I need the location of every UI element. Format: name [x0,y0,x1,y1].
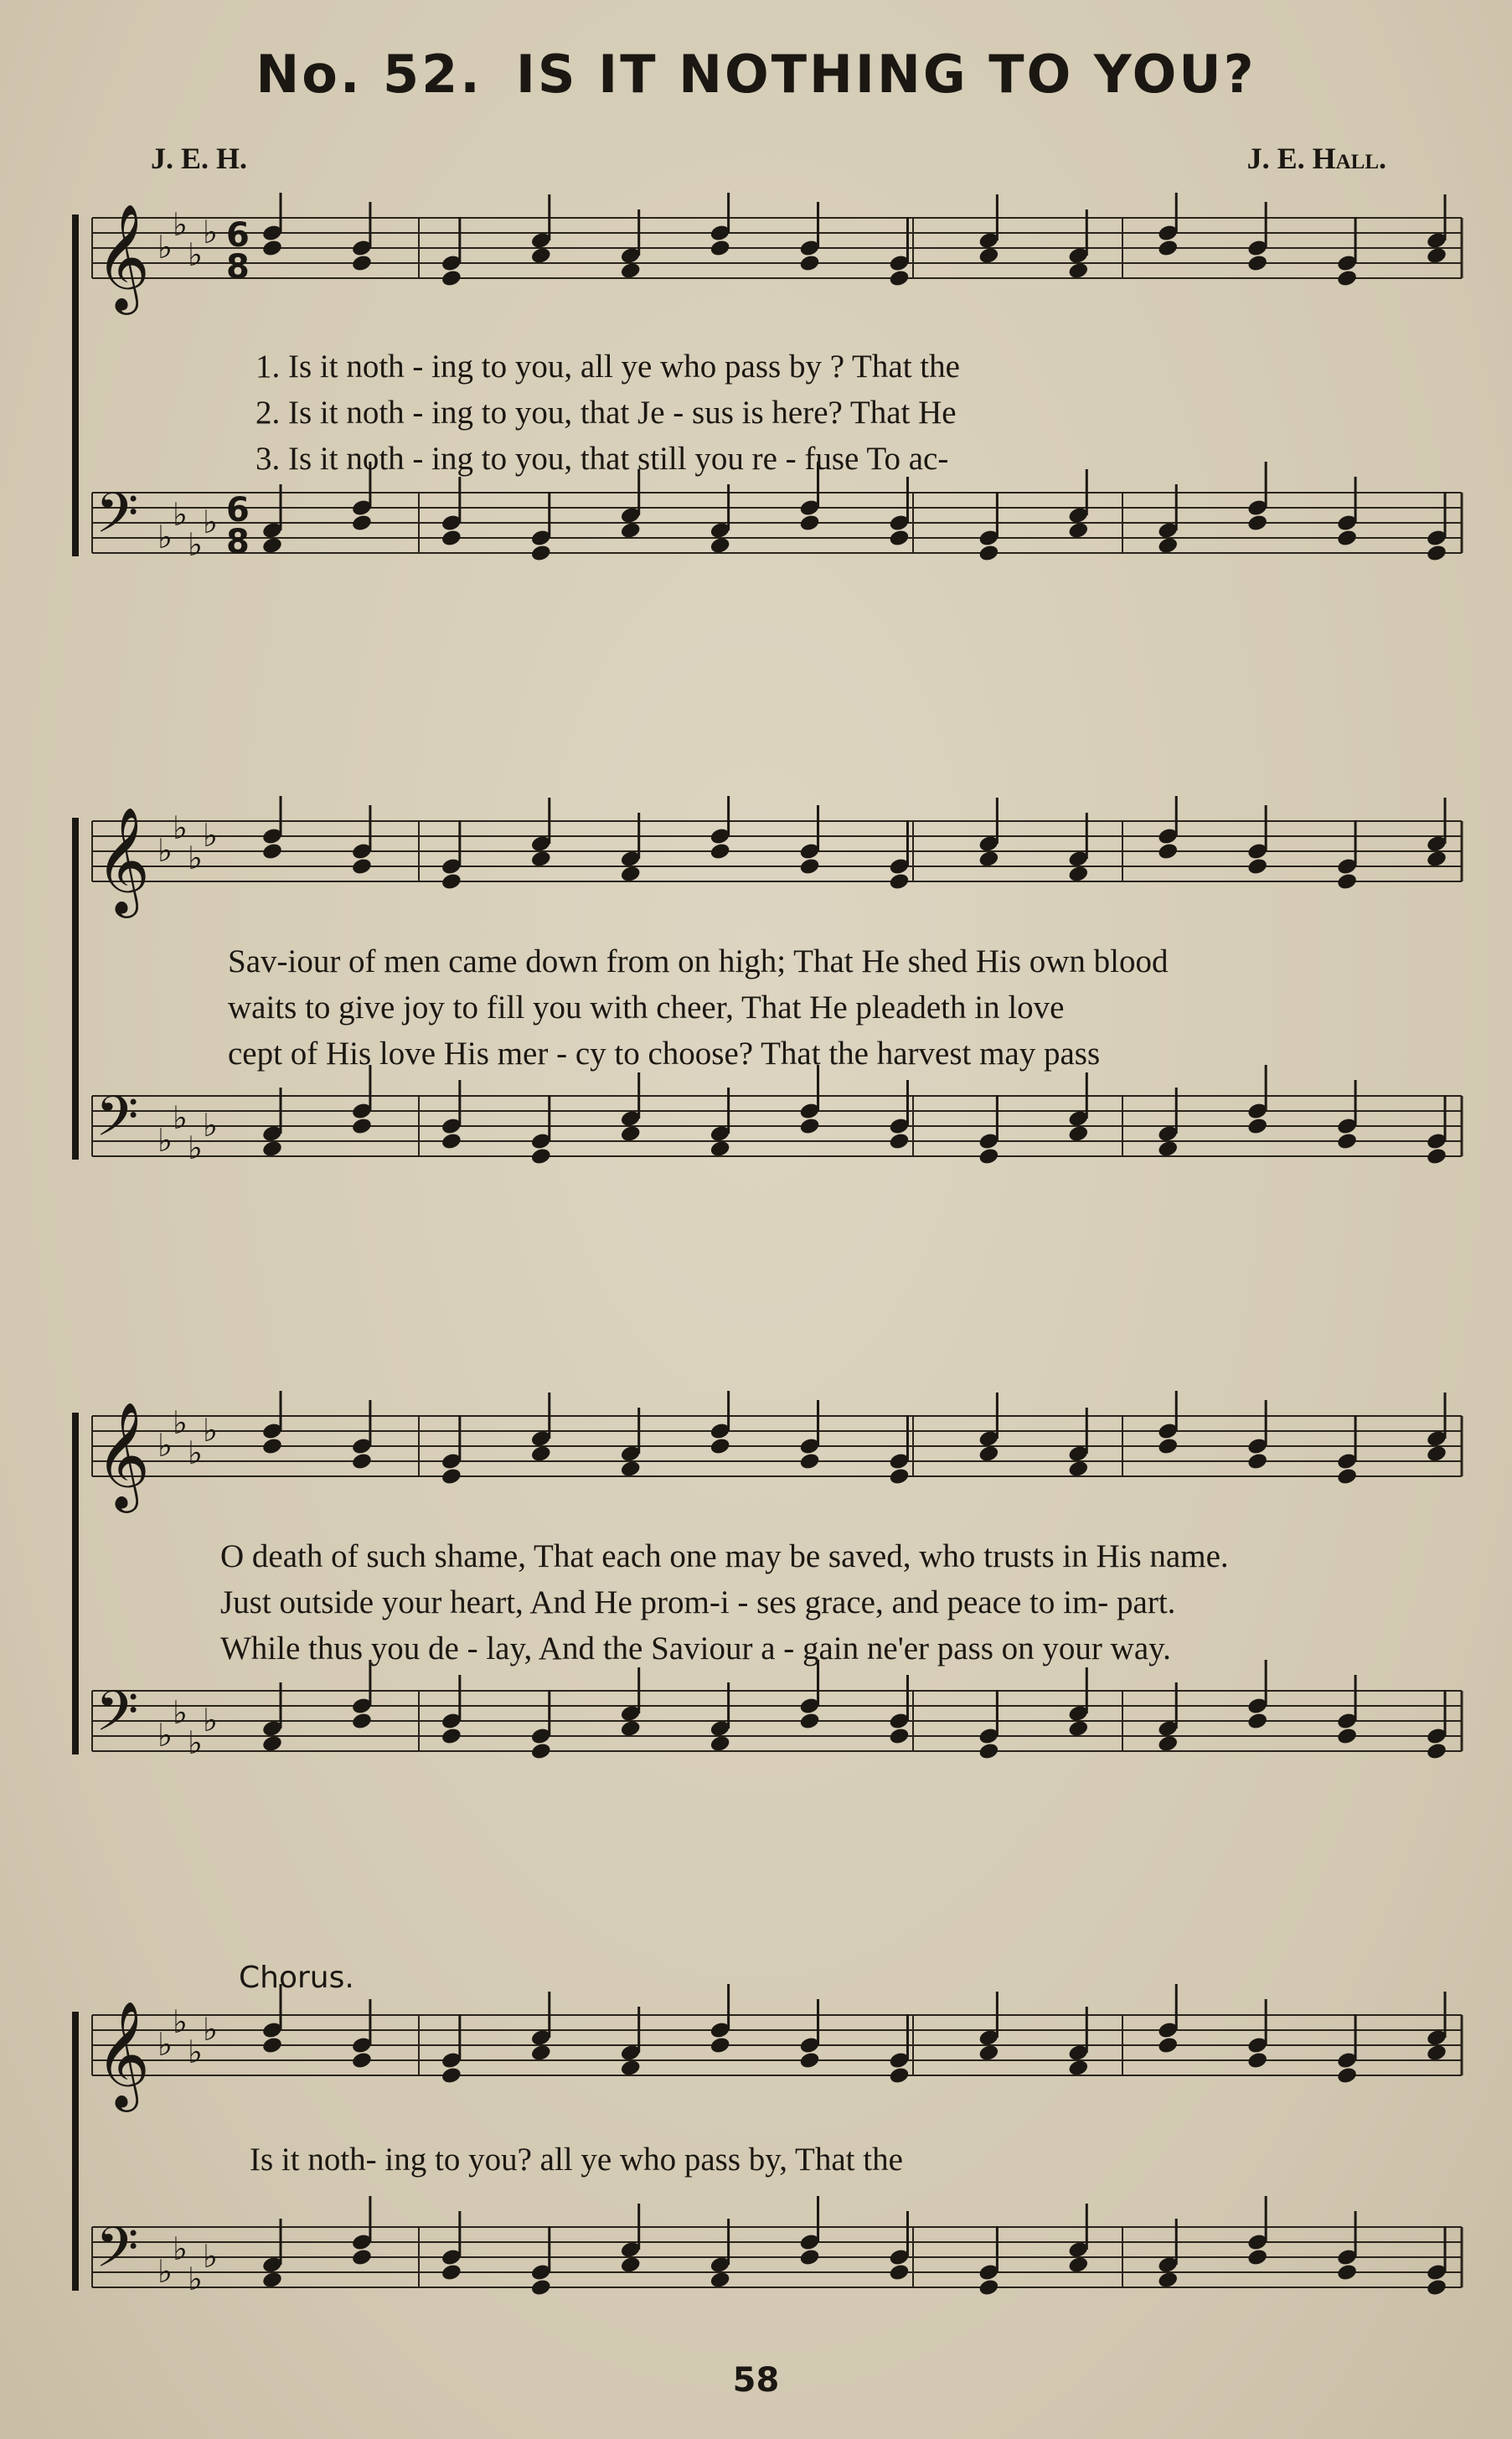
flat-key-signature: ♭ [173,2230,188,2267]
system-brace [72,214,79,556]
note-head [261,1139,283,1159]
note-head [1336,2066,1358,2085]
note-head [710,1139,731,1159]
note-head [1067,2059,1089,2078]
note-head [1157,2036,1179,2055]
composer-credit: J. E. Hall. [1246,142,1386,175]
bass-clef: 𝄢 [95,481,139,559]
note-head [1246,2248,1268,2267]
note-head [261,1437,283,1456]
flat-key-signature: ♭ [157,1717,173,1754]
page-number: 58 [732,2361,780,2400]
time-signature-top: 6 [226,216,250,255]
verse-lyrics-2 [228,943,1512,1081]
note-head [441,1467,462,1486]
flat-key-signature: ♭ [173,2003,188,2040]
note-head [710,842,731,861]
system-brace [72,2012,79,2291]
note-head [620,865,642,884]
note-head [888,2263,910,2282]
note-head [351,2248,373,2267]
note-head [1426,1147,1447,1166]
flat-key-signature: ♭ [157,2026,173,2063]
flat-key-signature: ♭ [173,496,188,533]
note-head [620,1719,642,1739]
note-head [978,2278,999,2297]
note-head [1426,850,1447,869]
note-head [798,514,820,533]
note-head [798,1452,820,1471]
flat-key-signature: ♭ [203,1107,218,1144]
flat-key-signature: ♭ [157,1122,173,1159]
verse-2-line: Just outside your heart, And He prom-i - ses grace, and peace to im- part. [220,1584,1176,1620]
note-head [798,2248,820,2267]
flat-key-signature: ♭ [188,840,203,876]
note-head [1157,536,1179,555]
flat-key-signature: ♭ [157,519,173,555]
note-head [620,2256,642,2275]
note-head [710,536,731,555]
flat-key-signature: ♭ [203,817,218,854]
note-head [1336,529,1358,548]
note-head [530,850,552,869]
note-head [1157,1734,1179,1754]
note-head [441,1727,462,1746]
flat-key-signature: ♭ [188,2261,203,2297]
note-head [620,1124,642,1144]
music-system-chorus [0,1961,1512,2329]
verse-1-line: Sav-iour of men came down from on high; That He shed His own blood [228,943,1169,979]
note-head [1246,1117,1268,1136]
note-head [1067,1719,1089,1739]
note-head [530,246,552,266]
treble-clef: 𝄞 [95,2000,151,2107]
flat-key-signature: ♭ [203,214,218,251]
verse-lyrics-3 [220,1537,1512,1676]
note-head [710,2036,731,2055]
system-brace [72,818,79,1160]
system-brace [72,1413,79,1754]
note-head [1246,857,1268,876]
note-head [1336,2263,1358,2282]
note-head [441,2263,462,2282]
note-head [441,2066,462,2085]
note-head [261,842,283,861]
note-head [441,529,462,548]
note-head [620,2059,642,2078]
note-head [1426,544,1447,563]
note-head [1336,269,1358,288]
note-head [1157,239,1179,258]
flat-key-signature: ♭ [188,1434,203,1471]
note-head [620,261,642,281]
chorus-label: Chorus. [239,1961,354,1995]
music-system-3 [0,1391,1512,1827]
flat-key-signature: ♭ [157,1427,173,1464]
note-head [441,1132,462,1151]
note-head [530,1444,552,1464]
verse-1-line: O death of such shame, That each one may be saved, who trusts in His name. [220,1538,1229,1574]
flat-key-signature: ♭ [203,2011,218,2048]
flat-key-signature: ♭ [188,1129,203,1166]
note-head [888,2066,910,2085]
flat-key-signature: ♭ [173,809,188,846]
time-signature-bottom: 8 [226,523,250,561]
note-head [1336,872,1358,891]
note-head [351,1452,373,1471]
note-head [261,2271,283,2290]
bass-clef: 𝄢 [95,1084,139,1162]
verse-3-line: 3. Is it noth - ing to you, that still you re - fuse To ac- [255,441,949,477]
chorus-line: Is it noth- ing to you? all ye who pass by, That the [250,2142,903,2178]
bass-clef: 𝄢 [95,1679,139,1757]
note-head [1246,2051,1268,2070]
note-head [710,2271,731,2290]
verse-3-line: While thus you de - lay, And the Saviour a - gain ne'er pass on your way. [220,1630,1171,1666]
note-head [1067,261,1089,281]
note-head [888,269,910,288]
note-head [441,269,462,288]
note-head [1157,1139,1179,1159]
note-head [261,1734,283,1754]
note-head [888,1727,910,1746]
note-head [978,1444,999,1464]
flat-key-signature: ♭ [157,2253,173,2290]
note-head [1157,2271,1179,2290]
note-head [1157,1437,1179,1456]
note-head [1246,1452,1268,1471]
note-head [888,1132,910,1151]
note-head [710,1734,731,1754]
note-head [1067,2256,1089,2275]
note-head [261,239,283,258]
flat-key-signature: ♭ [173,206,188,243]
note-head [798,857,820,876]
bass-clef: 𝄢 [95,2215,139,2293]
note-head [530,2044,552,2063]
flat-key-signature: ♭ [188,1724,203,1761]
flat-key-signature: ♭ [203,2238,218,2275]
note-head [978,2044,999,2063]
note-head [1246,1712,1268,1731]
note-head [530,1147,552,1166]
hymn-title: IS IT NOTHING TO YOU? [515,44,1257,105]
verse-lyrics-1 [255,348,1470,486]
lyricist-credit: J. E. H. [151,142,248,175]
flat-key-signature: ♭ [157,832,173,869]
note-head [530,1742,552,1761]
note-head [1336,1467,1358,1486]
flat-key-signature: ♭ [173,1404,188,1441]
note-head [1067,1124,1089,1144]
note-head [351,857,373,876]
note-head [710,1437,731,1456]
note-head [978,850,999,869]
note-head [710,239,731,258]
note-head [1246,514,1268,533]
note-head [351,254,373,273]
flat-key-signature: ♭ [157,229,173,266]
time-signature-bottom: 8 [226,248,250,287]
verse-2-line: waits to give joy to fill you with cheer, That He pleadeth in love [228,990,1065,1026]
note-head [351,1712,373,1731]
note-head [888,1467,910,1486]
music-system-1 [0,193,1512,628]
note-head [1157,842,1179,861]
note-head [1067,865,1089,884]
note-head [978,246,999,266]
note-head [441,872,462,891]
time-signature-top: 6 [226,491,250,530]
flat-key-signature: ♭ [173,1099,188,1136]
note-head [261,536,283,555]
note-head [1426,2044,1447,2063]
chorus-lyrics [250,2141,1512,2187]
flat-key-signature: ♭ [188,236,203,273]
hymn-number: No. 52. [255,44,482,105]
flat-key-signature: ♭ [188,2033,203,2070]
music-system-2 [0,796,1512,1232]
note-head [1426,246,1447,266]
note-head [798,1117,820,1136]
note-head [1426,1444,1447,1464]
note-head [798,254,820,273]
treble-clef: 𝄞 [95,806,151,913]
note-head [1426,1742,1447,1761]
note-head [351,2051,373,2070]
note-head [1067,521,1089,540]
note-head [888,872,910,891]
verse-1-line: 1. Is it noth - ing to you, all ye who pass by ? That the [255,349,960,385]
note-head [351,1117,373,1136]
note-head [620,521,642,540]
flat-key-signature: ♭ [203,1702,218,1739]
note-head [261,2036,283,2055]
note-head [1426,2278,1447,2297]
note-head [351,514,373,533]
note-head [1336,1132,1358,1151]
note-head [1067,1460,1089,1479]
note-head [978,1742,999,1761]
note-head [1336,1727,1358,1746]
note-head [620,1460,642,1479]
note-head [888,529,910,548]
note-head [798,2051,820,2070]
verse-3-line: cept of His love His mer - cy to choose? That the harvest may pass [228,1036,1101,1072]
flat-key-signature: ♭ [188,526,203,563]
flat-key-signature: ♭ [203,504,218,540]
hymn-title-line [0,44,1512,105]
flat-key-signature: ♭ [173,1694,188,1731]
flat-key-signature: ♭ [203,1412,218,1449]
treble-clef: 𝄞 [95,203,151,310]
verse-2-line: 2. Is it noth - ing to you, that Je - sus is here? That He [255,395,957,431]
treble-clef: 𝄞 [95,1401,151,1508]
note-head [530,544,552,563]
note-head [1246,254,1268,273]
note-head [530,2278,552,2297]
note-head [978,544,999,563]
note-head [978,1147,999,1166]
note-head [798,1712,820,1731]
